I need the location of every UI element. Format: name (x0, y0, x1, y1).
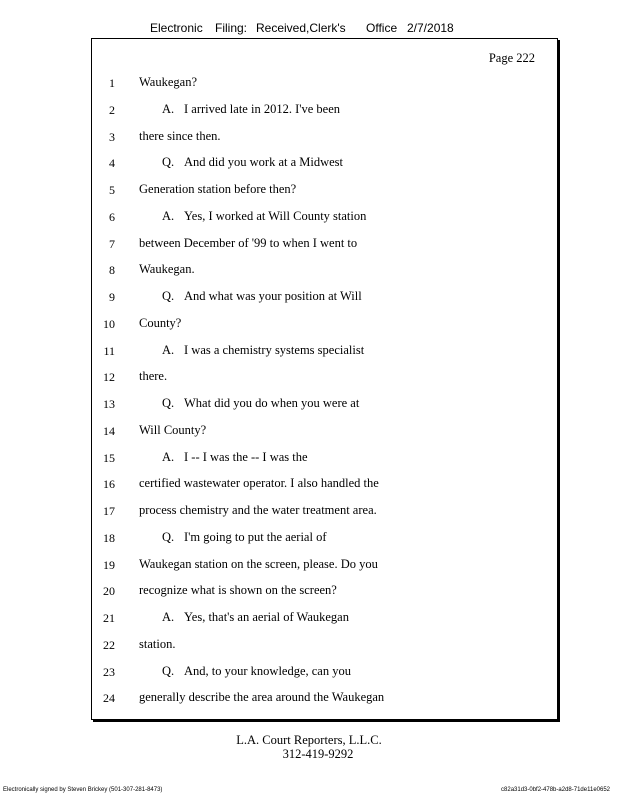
line-content: And what was your position at Will (184, 289, 362, 303)
line-number: 2 (109, 102, 115, 117)
line-number: 5 (109, 183, 115, 197)
line-content: Yes, that's an aerial of Waukegan (184, 610, 349, 624)
transcript-line (162, 289, 362, 304)
line-content: What did you do when you were at (184, 396, 360, 410)
question-marker: Q. (162, 529, 175, 544)
line-content: there since then. (139, 128, 221, 143)
line-number: 19 (103, 557, 115, 572)
line-content: certified wastewater operator. I also handled the (139, 476, 379, 491)
line-content: there. (139, 369, 168, 384)
transcript-line (139, 690, 384, 705)
line-content: between December of '99 to when I went to (139, 235, 358, 250)
line-content: process chemistry and the water treatment area. (139, 503, 377, 517)
line-content: I'm going to put the aerial of (184, 529, 327, 544)
filing-header (0, 21, 618, 37)
line-content: I was a chemistry systems specialist (184, 342, 365, 357)
line-number: 13 (103, 397, 115, 411)
line-content: Waukegan. (139, 262, 195, 277)
document-hash: c82a31d3-0bf2-478b-a2d8-71de11e0652 (501, 787, 610, 793)
page-number: Page 222 (488, 51, 535, 65)
line-content: Will County? (139, 422, 207, 437)
line-number: 15 (103, 450, 115, 465)
answer-marker: A. (162, 449, 175, 464)
transcript-line (139, 369, 167, 384)
answer-marker: A. (162, 101, 175, 116)
line-content: generally describe the area around the Waukegan (139, 690, 385, 705)
transcript-line (139, 476, 379, 491)
transcript-line (139, 637, 175, 652)
transcript-line (162, 610, 349, 625)
transcript-line (139, 75, 197, 90)
line-number: 24 (103, 691, 115, 706)
line-number: 4 (109, 156, 115, 171)
footer-company: L.A. Court Reporters, L.L.C. (236, 733, 382, 747)
line-number: 21 (103, 611, 115, 625)
electronic-signature: Electronically signed by Steven Brickey (501-307-281-8473) (3, 787, 163, 793)
transcript-line (162, 450, 308, 465)
line-number: 8 (109, 263, 115, 278)
line-number: 3 (109, 129, 115, 144)
transcript-line (139, 262, 195, 277)
line-number: 18 (103, 530, 115, 545)
transcript-line (139, 236, 357, 251)
filing-header-received: Received,Clerk's (256, 21, 346, 35)
line-content: recognize what is shown on the screen? (139, 583, 337, 598)
transcript-line (162, 102, 340, 117)
transcript-page (91, 38, 558, 720)
transcript-line (162, 343, 364, 358)
transcript-line (162, 530, 327, 545)
line-number: 1 (109, 76, 115, 90)
line-content: Waukegan? (139, 75, 197, 89)
answer-marker: A. (162, 610, 175, 624)
transcript-line (139, 129, 221, 144)
answer-marker: A. (162, 208, 175, 223)
question-marker: Q. (162, 663, 175, 678)
transcript-line (139, 316, 181, 331)
transcript-line (162, 155, 343, 170)
line-number: 9 (109, 290, 115, 304)
transcript-line (139, 503, 377, 518)
filing-header-electronic: Electronic (150, 21, 203, 35)
line-number: 23 (103, 664, 115, 679)
line-content: And, to your knowledge, can you (184, 663, 351, 678)
answer-marker: A. (162, 342, 175, 357)
line-content: County? (139, 315, 182, 330)
transcript-line (139, 423, 206, 438)
line-number: 16 (103, 477, 115, 492)
line-number: 7 (109, 236, 115, 251)
transcript-line (162, 396, 359, 411)
line-number: 11 (103, 343, 115, 358)
filing-header-office: Office (366, 21, 398, 35)
line-content: Generation station before then? (139, 182, 297, 196)
line-content: And did you work at a Midwest (184, 155, 344, 170)
line-content: Waukegan station on the screen, please. Do you (139, 556, 378, 571)
line-content: station. (139, 636, 176, 651)
question-marker: Q. (162, 155, 175, 170)
line-number: 17 (103, 504, 115, 518)
line-content: I arrived late in 2012. I've been (184, 101, 341, 116)
filing-header-date: 2/7/2018 (407, 21, 454, 35)
filing-header-filing: Filing: (215, 21, 248, 35)
question-marker: Q. (162, 289, 175, 303)
line-number: 14 (103, 423, 115, 438)
footer-phone: 312-419-9292 (282, 747, 354, 761)
transcript-line (162, 664, 351, 679)
line-number: 6 (109, 209, 115, 224)
line-number: 12 (103, 370, 115, 385)
line-content: Yes, I worked at Will County station (184, 208, 367, 223)
line-number: 20 (103, 584, 115, 599)
line-content: I -- I was the -- I was the (184, 449, 308, 464)
transcript-line (139, 557, 378, 572)
transcript-line (162, 209, 366, 224)
question-marker: Q. (162, 396, 175, 410)
transcript-line (139, 182, 296, 197)
transcript-line (139, 583, 337, 598)
line-number: 22 (103, 637, 115, 652)
line-number: 10 (103, 316, 115, 331)
